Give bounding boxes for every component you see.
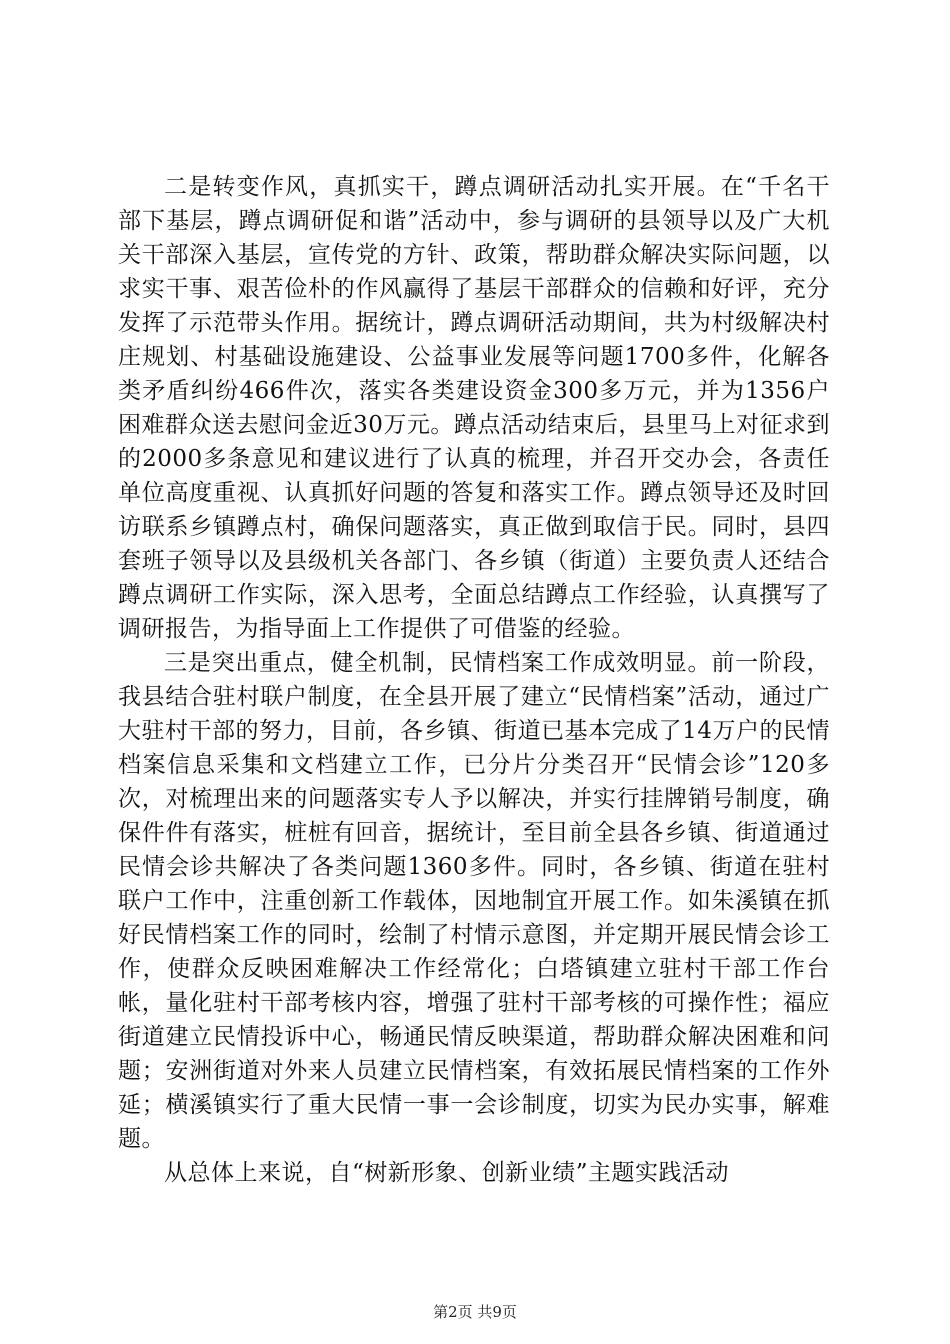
paragraph-2-work-style: 二是转变作风，真抓实干，蹲点调研活动扎实开展。在“千名干部下基层，蹲点调研促和谐”活动中，参与调研的县领导以及广大机关干部深入基层，宣传党的方针、政策，帮助群众解决实际问题，以求实干事、艰苦俭朴的作风赢得了基层干部群众的信赖和好评，充分发挥了示范带头作用。据统计，蹲点调研活动期间，共为村级解决村庄规划、村基础设施建设、公益事业发展等问题1700多件，化解各类矛盾纠纷466件次，落实各类建设资金300多万元，并为1356户困难群众送去慰问金近30万元。蹲点活动结束后，县里马上对征求到的2000多条意见和建议进行了认真的梳理，并召开交办会，各责任单位高度重视、认真抓好问题的答复和落实工作。蹲点领导还及时回访联系乡镇蹲点村，确保问题落实，真正做到取信于民。同时，县四套班子领导以及县级机关各部门、各乡镇（街道）主要负责人还结合蹲点调研工作实际，深入思考，全面总结蹲点工作经验，认真撰写了调研报告，为指导面上工作提供了可借鉴的经验。 bbox=[118, 174, 830, 642]
document-body bbox=[118, 170, 830, 1190]
paragraph-3-public-sentiment-archive: 三是突出重点，健全机制，民情档案工作成效明显。前一阶段，我县结合驻村联户制度，在全县开展了建立“民情档案”活动，通过广大驻村干部的努力，目前，各乡镇、街道已基本完成了14万户的民情档案信息采集和文档建立工作，已分片分类召开“民情会诊”120多次，对梳理出来的问题落实专人予以解决，并实行挂牌销号制度，确保件件有落实，桩桩有回音，据统计，至目前全县各乡镇、街道通过民情会诊共解决了各类问题1360多件。同时，各乡镇、街道在驻村联户工作中，注重创新工作载体，因地制宜开展工作。如朱溪镇在抓好民情档案工作的同时，绘制了村情示意图，并定期开展民情会诊工作，使群众反映困难解决工作经常化；白塔镇建立驻村干部工作台帐，量化驻村干部考核内容，增强了驻村干部考核的可操作性；福应街道建立民情投诉中心，畅通民情反映渠道，帮助群众解决困难和问题；安洲街道对外来人员建立民情档案，有效拓展民情档案的工作外延；横溪镇实行了重大民情一事一会诊制度，切实为民办实事，解难题。 bbox=[118, 650, 830, 1152]
paragraph-overall-summary: 从总体上来说，自“树新形象、创新业绩”主题实践活动 bbox=[164, 1160, 730, 1186]
page-number-footer: 第2页 共9页 bbox=[433, 1303, 517, 1321]
